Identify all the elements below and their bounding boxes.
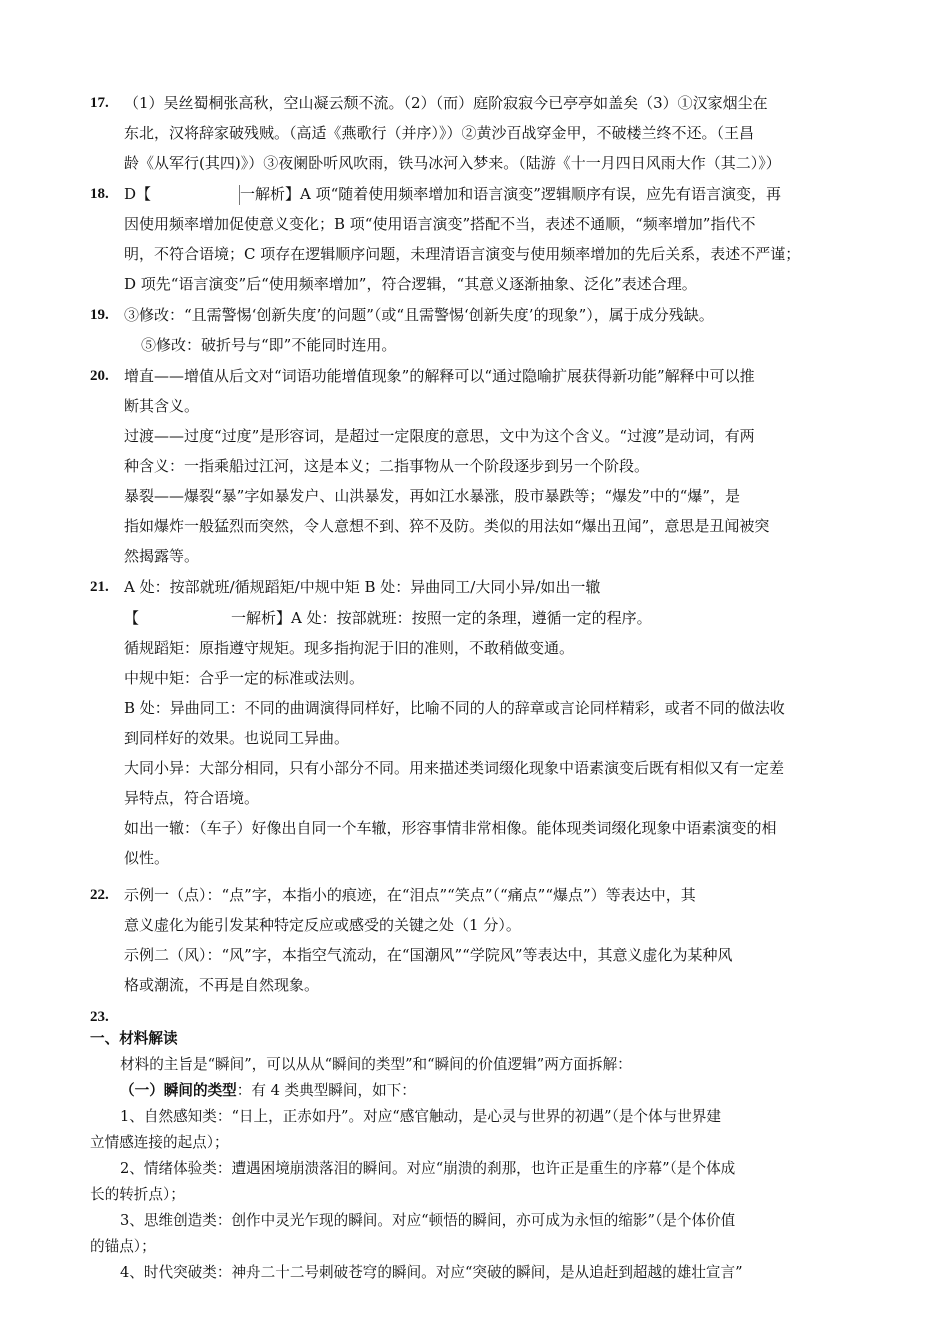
q22-line-3: 示例二（风）：“风”字，本指空气流动，在“国潮风”“学院风”等表达中，其意义虚化为某种风: [124, 946, 733, 964]
q19-number: 19.: [90, 307, 109, 323]
q20-line-1: 增直——增值从后文对“词语功能增值现象”的解释可以“通过隐喻扩展获得新功能”解释中可以推: [124, 367, 755, 385]
q22-line-1: 示例一（点）：“点”字，本指小的痕迹，在“泪点”“笑点”（“痛点”“爆点”）等表达中，其: [124, 886, 696, 904]
q23-subheading: [120, 1078, 416, 1104]
q21-line-5: 大同小异：大部分相同，只有小部分不同。用来描述类词缀化现象中语素演变后既有相似又有一定差: [124, 759, 785, 777]
q18-answer: D【: [124, 185, 152, 203]
q18-line-3: 明，不符合语境；C 项存在逻辑顺序问题，未理清语言演变与使用频率增加的先后关系，表述不严谨；: [124, 245, 801, 263]
q22-line-2: 意义虚化为能引发某种特定反应或感受的关键之处（1 分）。: [124, 916, 521, 934]
q23-line-1: 1、自然感知类：“日上，正赤如丹”。对应“感官触动，是心灵与世界的初遇”（是个体与世界建: [120, 1108, 721, 1125]
q20-number: 20.: [90, 368, 109, 384]
q21-line-7: 如出一辙：（车子）好像出自同一个车辙，形容事情非常相像。能体现类词缀化现象中语素演变的相: [124, 819, 777, 837]
q21-line-8: 似性。: [124, 849, 170, 867]
q17-line-1: （1）吴丝蜀桐张高秋，空山凝云颓不流。（2）（而）庭阶寂寂今已亭亭如盖矣（3）①汉家烟尘在: [124, 94, 768, 112]
q23-line-6: 的锚点）；: [90, 1238, 156, 1255]
q22-number: 22.: [90, 887, 109, 903]
q17-line-2: 东北，汉将辞家破残贼。（高适《燕歌行（并序）》）②黄沙百战穿金甲，不破楼兰终不还。（王昌: [124, 124, 755, 142]
q18-first-line: [124, 179, 781, 209]
q20-line-2: 断其含义。: [124, 397, 200, 415]
q19-line-1: ③修改：“且需警惕‘创新失度’的问题”（或“且需警惕‘创新失度’的现象”），属于成分残缺。: [124, 306, 714, 324]
q18-line-2: 因使用频率增加促使意义变化；B 项“使用语言演变”搭配不当，表述不通顺，“频率增加”指代不: [124, 215, 756, 233]
q21-line-6: 异特点，符合语境。: [124, 789, 260, 807]
q20-line-5: 暴裂——爆裂“暴”字如暴发户、山洪暴发，再如江水暴涨，股市暴跌等；“爆发”中的“爆”，是: [124, 487, 741, 505]
q23-number: 23.: [90, 1009, 109, 1025]
q17-line-3: 龄《从军行(其四)》）③夜阑卧听风吹雨，铁马冰河入梦来。（陆游《十一月四日风雨大作（其二）》）: [124, 154, 781, 172]
q23-sub-rest: ：有 4 类典型瞬间，如下：: [236, 1082, 416, 1099]
redaction-mask: [139, 609, 231, 629]
q23-intro: 材料的主旨是“瞬间”，可以从从“瞬间的类型”和“瞬间的价值逻辑”两方面拆解：: [120, 1056, 632, 1073]
q18-line-4: D 项先“语言演变”后“使用频率增加”，符合逻辑，“其意义逐渐抽象、泛化”表述合理。: [124, 275, 697, 293]
q23-line-7: 4、时代突破类：神舟二十二号刺破苍穹的瞬间。对应“突破的瞬间，是从追赶到超越的雄壮宣言”: [120, 1264, 743, 1281]
q21-first-rest: 一解析】A 处：按部就班：按照一定的条理，遵循一定的程序。: [231, 609, 652, 627]
q23-heading: 一、材料解读: [90, 1030, 178, 1047]
q21-number: 21.: [90, 579, 109, 595]
q23-line-2: 立情感连接的起点）；: [90, 1134, 229, 1151]
q23-sub-title: （一）瞬间的类型: [120, 1082, 237, 1099]
q17-number: 17.: [90, 95, 109, 111]
q23-line-4: 长的转折点）；: [90, 1186, 185, 1203]
q20-line-6: 指如爆炸一般猛烈而突然，令人意想不到、猝不及防。类似的用法如“爆出丑闻”，意思是丑闻被突: [124, 517, 770, 535]
q21-line-2: 中规中矩：合乎一定的标准或法则。: [124, 669, 365, 687]
q23-line-3: 2、情绪体验类：遭遇困境崩溃落泪的瞬间。对应“崩溃的刹那，也许正是重生的序幕”（是个体成: [120, 1160, 736, 1177]
q23-line-5: 3、思维创造类：创作中灵光乍现的瞬间。对应“顿悟的瞬间，亦可成为永恒的缩影”（是个体价值: [120, 1212, 736, 1229]
q21-line-4: 到同样好的效果。也说同工异曲。: [124, 729, 350, 747]
q21-line-1: 循规蹈矩：原指遵守规矩。现多指拘泥于旧的准则，不敢稍做变通。: [124, 639, 575, 657]
q21-analysis-line: [124, 603, 652, 633]
q20-line-4: 种含义：一指乘船过江河，这是本义；二指事物从一个阶段逐步到另一个阶段。: [124, 457, 650, 475]
q20-line-7: 然揭露等。: [124, 547, 200, 565]
q22-line-4: 格或潮流，不再是自然现象。: [124, 976, 320, 994]
q18-number: 18.: [90, 186, 109, 202]
q20-line-3: 过渡——过度“过度”是形容词，是超过一定限度的意思，文中为这个含义。“过渡”是动词，有两: [124, 427, 755, 445]
q21-line-3: B 处：异曲同工：不同的曲调演得同样好，比喻不同的人的辞章或言论同样精彩，或者不同的做法收: [124, 699, 785, 717]
q18-first-rest: 一解析】A 项“随着使用频率增加和语言演变”逻辑顺序有误，应先有语言演变，再: [240, 185, 781, 203]
redaction-mask: [151, 185, 240, 205]
q21-bracket: 【: [124, 609, 140, 627]
q19-line-2: ⑤修改：破折号与“即”不能同时连用。: [141, 336, 397, 354]
q21-answer: A 处：按部就班/循规蹈矩/中规中矩 B 处：异曲同工/大同小异/如出一辙: [124, 578, 601, 596]
